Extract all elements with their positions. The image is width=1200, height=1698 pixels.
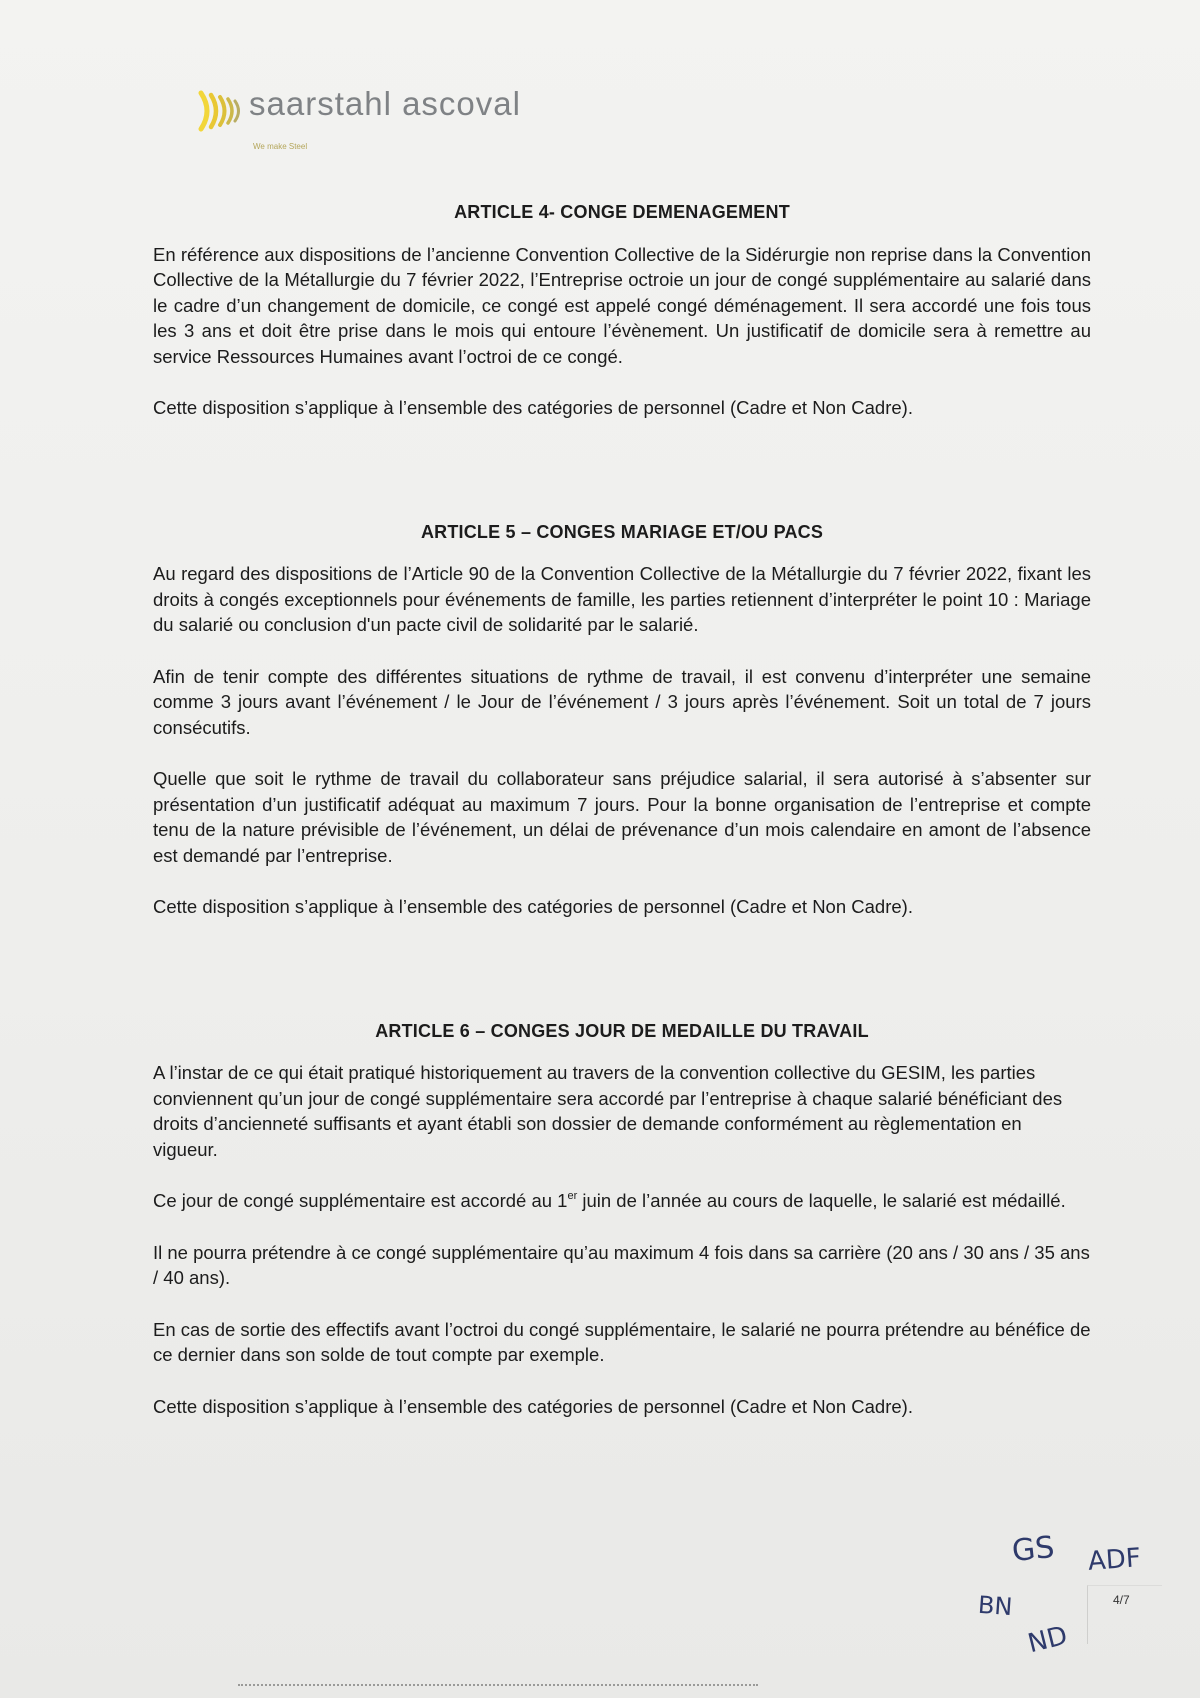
footer-line — [238, 1684, 758, 1689]
article-6-paragraph: A l’instar de ce qui était pratiqué historiquement au travers de la convention collective du GESIM, les parties conviennent qu’un jour de congé supplémentaire sera accordé par l’entreprise à chaque salarié bénéficiant des droits d’ancienneté suffisants et ayant établi son dossier de demande conformément au règlementation en vigueur. — [153, 1062, 1063, 1160]
article-5-paragraph: Afin de tenir compte des différentes situations de rythme de travail, il est convenu d’interpréter une semaine comme 3 jours avant l’événement / le Jour de l’événement / 3 jours après l’événement. Soit un total de 7 jours consécutifs. — [153, 665, 1091, 738]
article-5-paragraph: Au regard des dispositions de l’Article 90 de la Convention Collective de la Métallurgie du 7 février 2022, fixant les droits à congés exceptionnels pour événements de famille, les parties retiennent d’interpréter le point 10 : Mariage du salarié ou conclusion d'un pacte civil de solidarité par le salarié. — [153, 563, 1091, 635]
article-4-paragraph: En référence aux dispositions de l’ancienne Convention Collective de la Sidérurgie non reprise dans la Convention Collective de la Métallurgie du 7 février 2022, l’Entreprise octroie un jour de congé supplémentaire au salarié dans le cadre d’un changement de domicile, ce congé est appelé congé déménagement. Il sera accordé une fois tous les 3 ans et doit être prise dans le mois qui entoure l’évènement. Un justificatif de domicile sera à remettre au service Ressources Humaines avant l’octroi de ce congé. — [153, 243, 1091, 367]
article-4-applicability: Cette disposition s’applique à l’ensemble des catégories de personnel (Cadre et Non Cadre). — [153, 397, 913, 418]
initials-gs: GS — [1010, 1529, 1057, 1570]
article-6 — [153, 1019, 1091, 1420]
article-5-applicability: Cette disposition s’applique à l’ensemble des catégories de personnel (Cadre et Non Cadre). — [153, 896, 913, 917]
article-5 — [153, 520, 1091, 920]
article-6-title: ARTICLE 6 – CONGES JOUR DE MEDAILLE DU TRAVAIL — [375, 1020, 869, 1041]
article-5-paragraph: Quelle que soit le rythme de travail du collaborateur sans préjudice salarial, il sera autorisé à s’absenter sur présentation d’un justificatif adéquat au maximum 7 jours. Pour la bonne organisation de l’entreprise et compte tenu de la nature prévisible de l’événement, un délai de prévenance d’un mois calendaire en amont de l’absence est demandé par l’entreprise. — [153, 768, 1091, 866]
page-number: 4/7 — [1113, 1593, 1130, 1607]
logo-name: saarstahl ascoval — [249, 85, 521, 122]
initials-adf: ADF — [1087, 1543, 1142, 1577]
logo-waves-icon — [197, 89, 247, 133]
article-6-medal-paragraph: Ce jour de congé supplémentaire est accordé au 1er juin de l’année au cours de laquelle, le salarié est médaillé. — [153, 1190, 1066, 1211]
initials-bn: BN — [977, 1590, 1014, 1622]
document-body — [153, 200, 1091, 1445]
article-5-title: ARTICLE 5 – CONGES MARIAGE ET/OU PACS — [420, 521, 824, 542]
article-6-applicability: Cette disposition s’applique à l’ensemble des catégories de personnel (Cadre et Non Cadre). — [153, 1395, 913, 1417]
article-6-paragraph: Il ne pourra prétendre à ce congé supplémentaire qu’au maximum 4 fois dans sa carrière (20 ans / 30 ans / 35 ans / 40 ans). — [153, 1241, 1090, 1288]
initials-nd: ND — [1024, 1620, 1071, 1660]
article-4-title: ARTICLE 4- CONGE DEMENAGEMENT — [454, 202, 790, 222]
article-6-paragraph: En cas de sortie des effectifs avant l’octroi du congé supplémentaire, le salarié ne pourra prétendre au bénéfice de ce dernier dans son solde de tout compte par exemple. — [153, 1318, 1091, 1365]
article-4 — [153, 200, 1091, 421]
logo-tagline: We make Steel — [253, 142, 308, 151]
